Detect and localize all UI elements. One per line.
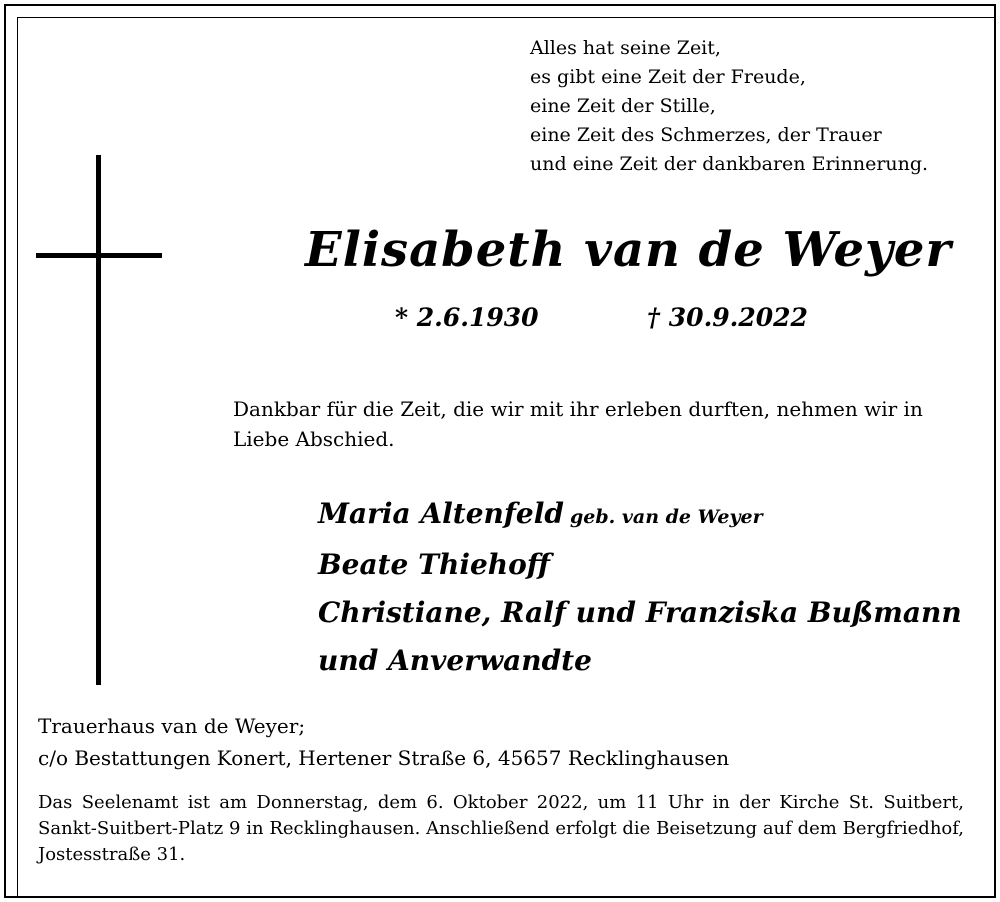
mourner-name: Beate Thiehoff bbox=[318, 548, 550, 581]
mourner bbox=[318, 589, 962, 637]
address-line: c/o Bestattungen Konert, Hertener Straße 6, 45657 Recklinghausen bbox=[38, 746, 730, 770]
poem bbox=[530, 34, 928, 179]
mourning-address bbox=[38, 710, 729, 774]
mourner-note: geb. van de Weyer bbox=[569, 506, 763, 528]
poem-line: und eine Zeit der dankbaren Erinnerung. bbox=[530, 153, 929, 175]
cross-vertical-bar bbox=[96, 155, 101, 685]
thanks-text: Dankbar für die Zeit, die wir mit ihr erleben durften, nehmen wir in Liebe Abschied. bbox=[233, 397, 923, 451]
mourner-name: Maria Altenfeld bbox=[318, 497, 564, 530]
poem-line: es gibt eine Zeit der Freude, bbox=[530, 66, 806, 88]
birth-date: * 2.6.1930 bbox=[395, 303, 539, 332]
address-line: Trauerhaus van de Weyer; bbox=[38, 714, 306, 738]
mourner bbox=[318, 490, 962, 541]
deceased-name: Elisabeth van de Weyer bbox=[305, 222, 952, 278]
mourner bbox=[318, 541, 962, 589]
mourners-list bbox=[318, 490, 962, 685]
poem-line: Alles hat seine Zeit, bbox=[530, 37, 721, 59]
service-details: Das Seelenamt ist am Donnerstag, dem 6. Oktober 2022, um 11 Uhr in der Kirche St. Suitbert, Sankt-Suitbert-Platz 9 in Recklinghausen. Anschließend erfolgt die Beisetzung auf dem Bergfriedhof, Jostesstraße 31. bbox=[38, 792, 964, 865]
mourner-name: und Anverwandte bbox=[318, 644, 592, 677]
poem-line: eine Zeit der Stille, bbox=[530, 95, 716, 117]
mourner-name: Christiane, Ralf und Franziska Bußmann bbox=[318, 596, 962, 629]
poem-line: eine Zeit des Schmerzes, der Trauer bbox=[530, 124, 882, 146]
death-date: † 30.9.2022 bbox=[647, 303, 808, 332]
mourner bbox=[318, 637, 962, 685]
cross-horizontal-bar bbox=[36, 253, 162, 258]
